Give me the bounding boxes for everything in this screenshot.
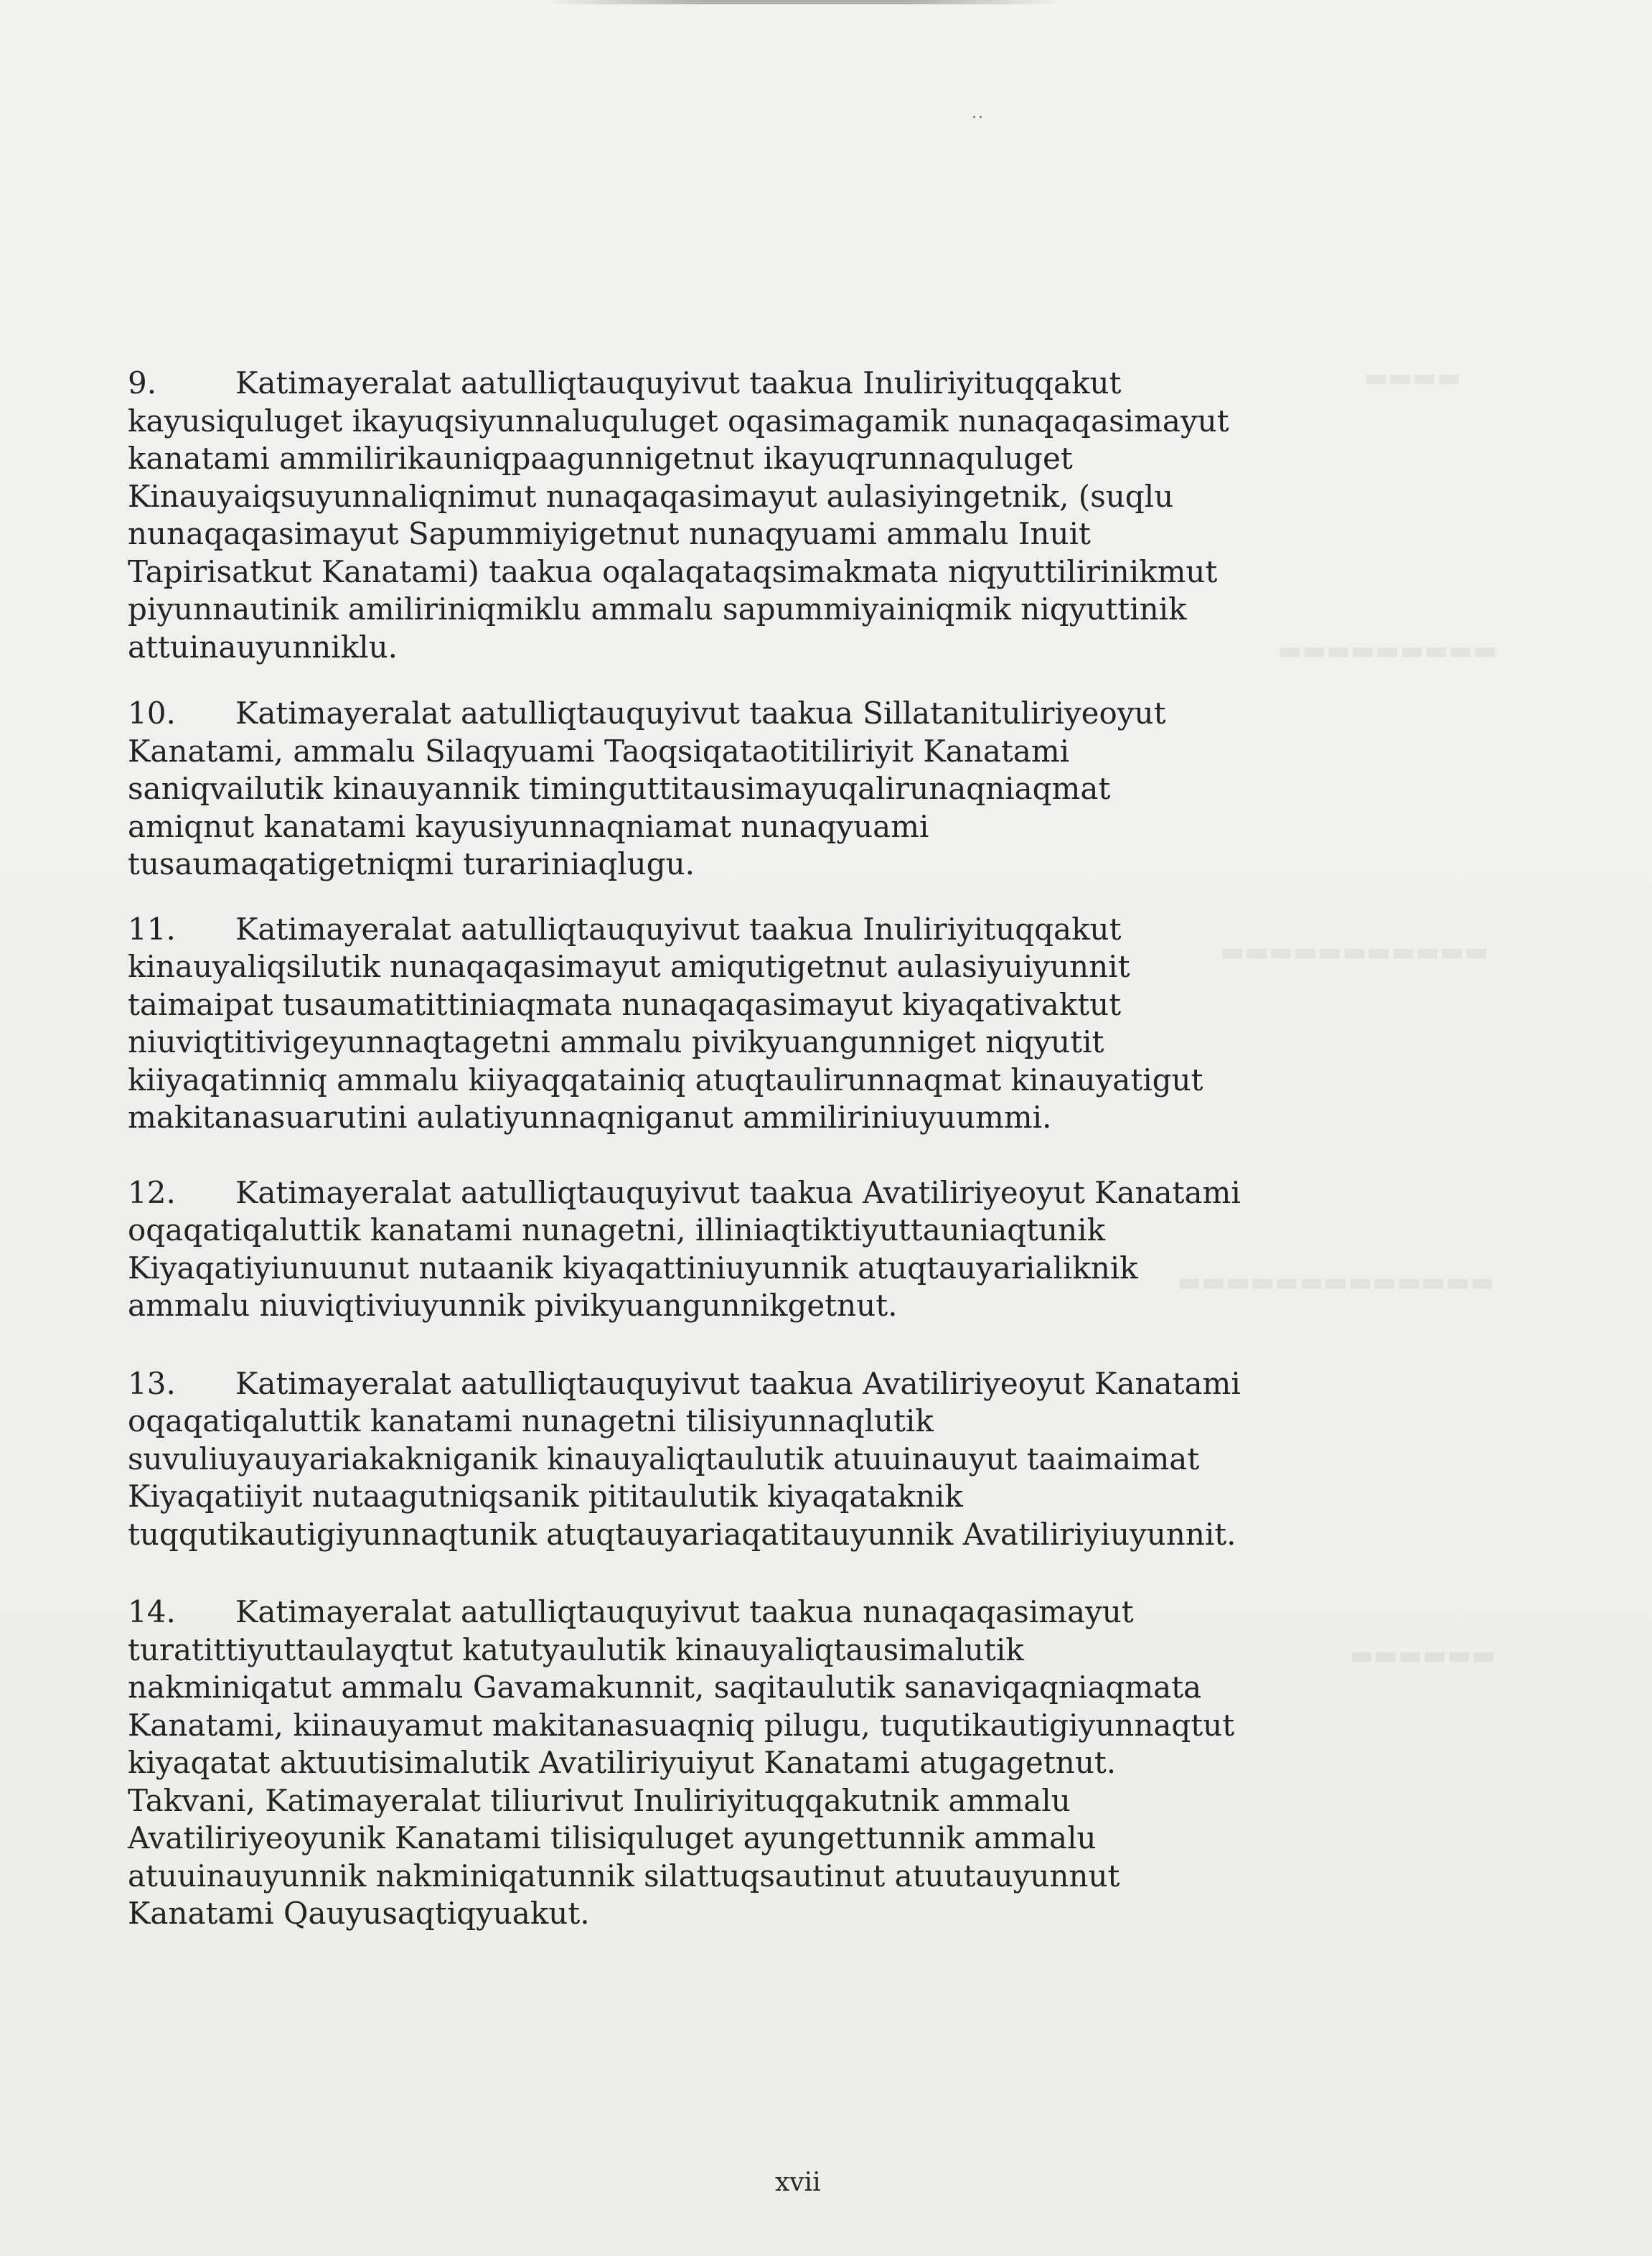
paragraph-line: atuuinauyunnik nakminiqatunnik silattuqsautinut atuutauyunnut	[128, 1858, 1120, 1894]
paragraph-first-line	[128, 1365, 1419, 1403]
paragraph-12	[128, 1174, 1419, 1325]
paragraph-line: tusaumaqatigetniqmi turariniaqlugu.	[128, 846, 695, 881]
bleed-through-texture: ▬▬▬▬▬▬▬▬▬	[1277, 636, 1498, 665]
paragraph-line: Katimayeralat aatulliqtauquyivut taakua Inuliriyituqqakut	[235, 365, 1122, 401]
document-body	[128, 365, 1419, 1933]
paragraph-line: Kanatami, kiinauyamut makitanasuaqniq pilugu, tuqutikautigiyunnaqtut	[128, 1707, 1235, 1743]
paragraph-line: ammalu niuviqtiviuyunnik pivikyuangunnikgetnut.	[128, 1288, 898, 1323]
paragraph-first-line	[128, 1174, 1419, 1212]
bleed-through-texture: ▬▬▬▬▬▬	[1349, 1641, 1496, 1670]
paragraph-number: 11.	[128, 911, 176, 947]
paragraph-line: nakminiqatut ammalu Gavamakunnit, saqitaulutik sanaviqaqniaqmata	[128, 1670, 1202, 1705]
paragraph-line: Takvani, Katimayeralat tiliurivut Inuliriyituqqakutnik ammalu	[128, 1782, 1071, 1818]
paragraph-number: 10.	[128, 696, 176, 731]
paragraph-line: turatittiyuttaulayqtut katutyaulutik kinauyaliqtausimalutik	[128, 1632, 1024, 1667]
paragraph-line: Katimayeralat aatulliqtauquyivut taakua Avatiliriyeoyut Kanatami	[235, 1365, 1241, 1401]
paragraph-line: oqaqatiqaluttik kanatami nunagetni, illiniaqtiktiyuttauniaqtunik	[128, 1212, 1106, 1248]
paragraph-first-line	[128, 1593, 1419, 1632]
page-number: xvii	[775, 2168, 821, 2197]
paragraph-number: 14.	[128, 1594, 176, 1629]
paragraph-line: Katimayeralat aatulliqtauquyivut taakua nunaqaqasimayut	[235, 1594, 1134, 1629]
paragraph-line: kiyaqatat aktuutisimalutik Avatiliriyuiyut Kanatami atugagetnut.	[128, 1745, 1117, 1780]
paragraph-line: nunaqaqasimayut Sapummiyigetnut nunaqyuami ammalu Inuit	[128, 516, 1091, 551]
paragraph-line: Kinauyaiqsuyunnaliqnimut nunaqaqasimayut aulasiyingetnik, (suqlu	[128, 478, 1174, 514]
paragraph-line: piyunnautinik amiliriniqmiklu ammalu sapummiyainiqmik niqyuttinik	[128, 591, 1187, 627]
paragraph-number: 12.	[128, 1174, 176, 1210]
paragraph-line: niuviqtitivigeyunnaqtagetni ammalu pivikyuangunniget niqyutit	[128, 1024, 1104, 1059]
paragraph-line: Kanatami Qauyusaqtiqyuakut.	[128, 1896, 590, 1931]
paragraph-line: Avatiliriyeoyunik Kanatami tilisiquluget ayungettunnik ammalu	[128, 1820, 1097, 1855]
paragraph-14	[128, 1593, 1419, 1933]
paragraph-number: 9.	[128, 365, 157, 401]
paragraph-first-line	[128, 911, 1419, 949]
paragraph-line: taimaipat tusaumatittiniaqmata nunaqaqasimayut kiyaqativaktut	[128, 986, 1122, 1022]
paragraph-line: tuqqutikautigiyunnaqtunik atuqtauyariaqatitauyunnik Avatiliriyiuyunnit.	[128, 1516, 1236, 1552]
page-top-edge	[545, 0, 1062, 4]
paragraph-11	[128, 911, 1419, 1137]
paragraph-line: kanatami ammilirikauniqpaagunnigetnut ikayuqrunnaquluget	[128, 441, 1073, 476]
paragraph-line: Katimayeralat aatulliqtauquyivut taakua Sillatanituliriyeoyut	[235, 696, 1166, 731]
paragraph-line: oqaqatiqaluttik kanatami nunagetni tilisiyunnaqlutik	[128, 1403, 934, 1438]
paragraph-line: Tapirisatkut Kanatami) taakua oqalaqataqsimakmata niqyuttilirinikmut	[128, 553, 1218, 589]
paragraph-line: kayusiquluget ikayuqsiyunnaluquluget oqasimagamik nunaqaqasimayut	[128, 403, 1229, 439]
ink-speck: ··	[972, 109, 985, 127]
paragraph-line: saniqvailutik kinauyannik timinguttitausimayuqalirunaqniaqmat	[128, 771, 1111, 806]
bleed-through-texture: ▬▬▬▬▬▬▬▬▬▬▬	[1220, 937, 1489, 967]
bleed-through-texture: ▬▬▬▬	[1364, 363, 1462, 393]
paragraph-9	[128, 365, 1419, 666]
paragraph-line: Katimayeralat aatulliqtauquyivut taakua Avatiliriyeoyut Kanatami	[235, 1174, 1241, 1210]
paragraph-line: Kanatami, ammalu Silaqyuami Taoqsiqataotitiliriyit Kanatami	[128, 733, 1070, 769]
paragraph-10	[128, 695, 1419, 884]
paragraph-line: Kiyaqatiiyit nutaagutniqsanik pititaulutik kiyaqataknik	[128, 1479, 963, 1514]
paragraph-number: 13.	[128, 1365, 176, 1401]
paragraph-line: suvuliuyauyariakakniganik kinauyaliqtaulutik atuuinauyut taaimaimat	[128, 1441, 1200, 1476]
paragraph-line: makitanasuarutini aulatiyunnaqniganut ammiliriniuyuummi.	[128, 1100, 1052, 1135]
paragraph-line: kinauyaliqsilutik nunaqaqasimayut amiqutigetnut aulasiyuiyunnit	[128, 949, 1130, 984]
paragraph-line: kiiyaqatinniq ammalu kiiyaqqatainiq atuqtaulirunnaqmat kinauyatigut	[128, 1062, 1203, 1097]
paragraph-first-line	[128, 365, 1419, 403]
paragraph-13	[128, 1365, 1419, 1554]
paragraph-line: attuinauyunniklu.	[128, 629, 398, 665]
bleed-through-texture: ▬▬▬▬▬▬▬▬▬▬▬▬▬	[1177, 1268, 1495, 1297]
paragraph-first-line	[128, 695, 1419, 733]
paragraph-line: amiqnut kanatami kayusiyunnaqniamat nunaqyuami	[128, 808, 929, 844]
paragraph-line: Kiyaqatiyiunuunut nutaanik kiyaqattiniuyunnik atuqtauyarialiknik	[128, 1250, 1138, 1286]
paragraph-line: Katimayeralat aatulliqtauquyivut taakua Inuliriyituqqakut	[235, 911, 1122, 947]
